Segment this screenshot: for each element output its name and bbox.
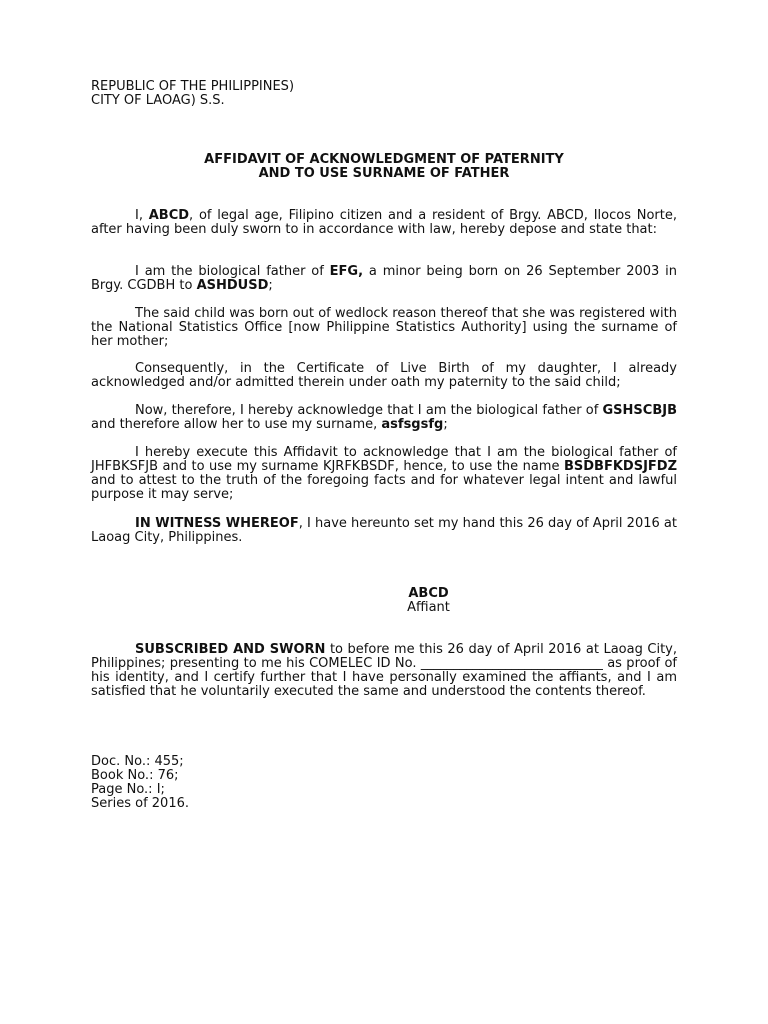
p5-text-a: Now, therefore, I hereby acknowledge that I am the biological father of [135,403,603,418]
venue-line-2: CITY OF LAOAG) S.S. [91,93,225,108]
p5-text-c: and therefore allow her to use my surname, [91,417,382,432]
affiant-name: ABCD [148,208,190,223]
paragraph-jurat [91,643,677,699]
child-name-2: GSHSCBJB [602,403,677,418]
p6-text-c: and to attest to the truth of the foregoing facts and for whatever legal intent and lawful purpose it may serve; [91,473,677,502]
book-no: Book No.: 76; [91,768,179,783]
paragraph-acknowledge [91,404,677,432]
signature-role: Affiant [407,600,450,615]
p2-text-c: a minor being born on 26 September 2003 in Brgy. CGDBH to [91,264,677,293]
paragraph-execute [91,446,677,502]
paragraph-witness [91,517,677,545]
p2-text-e: ; [268,278,273,293]
p2-text-a: I am the biological father of [135,264,330,279]
p5-text-e: ; [443,417,448,432]
p3-text: The said child was born out of wedlock reason thereof that she was registered with the National Statistics Office [now Philippine Statistics Authority] using the surname of her mother; [91,306,677,349]
affidavit-page [91,0,677,1024]
venue-line-1: REPUBLIC OF THE PHILIPPINES) [91,79,295,94]
page-no: Page No.: I; [91,782,165,797]
p8-text-b: to before me this 26 day of April 2016 at Laoag City, Philippines; presenting to me his COMELEC ID No. ____________________________ as proof of his identity, and I certify further that I have personally examined the affiants, and I am satisfied that he voluntarily executed the same and understood the contents thereof. [91,642,677,699]
p6-text-a: I hereby execute this Affidavit to acknowledge that I am the biological father of JHFBKSFJB and to use my surname KJRFKBSDF, hence, to use the name [91,445,677,474]
series: Series of 2016. [91,796,189,811]
surname: asfsgsfg [381,417,444,432]
signature-name: ABCD [408,586,449,601]
title-line-1: AFFIDAVIT OF ACKNOWLEDGMENT OF PATERNITY [204,152,564,167]
paragraph-affiant-intro [91,209,677,237]
notarial-details [91,755,677,811]
p4-text: Consequently, in the Certificate of Live Birth of my daughter, I already acknowledged and/or admitted therein under oath my paternity to the said child; [91,361,677,390]
paragraph-certificate [91,362,677,390]
subscribed-and-sworn: SUBSCRIBED AND SWORN [135,642,326,657]
doc-no: Doc. No.: 455; [91,754,184,769]
new-name: BSDBFKDSJFDZ [563,459,677,474]
paragraph-wedlock [91,307,677,349]
p1-text-c: , of legal age, Filipino citizen and a resident of Brgy. ABCD, Ilocos Norte, after having been duly sworn to in accordance with law, hereby depose and state that: [91,208,677,237]
paragraph-biological-father [91,265,677,293]
mother-name: ASHDUSD [196,278,269,293]
document-title [91,153,677,181]
child-name: EFG, [329,264,364,279]
signature-block [91,587,766,615]
witness-whereof: IN WITNESS WHEREOF [135,516,299,531]
p7-text-b: , I have hereunto set my hand this 26 day of April 2016 at Laoag City, Philippines. [91,516,677,545]
venue-header [91,80,677,108]
p1-text-a: I, [135,208,149,223]
title-line-2: AND TO USE SURNAME OF FATHER [258,166,510,181]
